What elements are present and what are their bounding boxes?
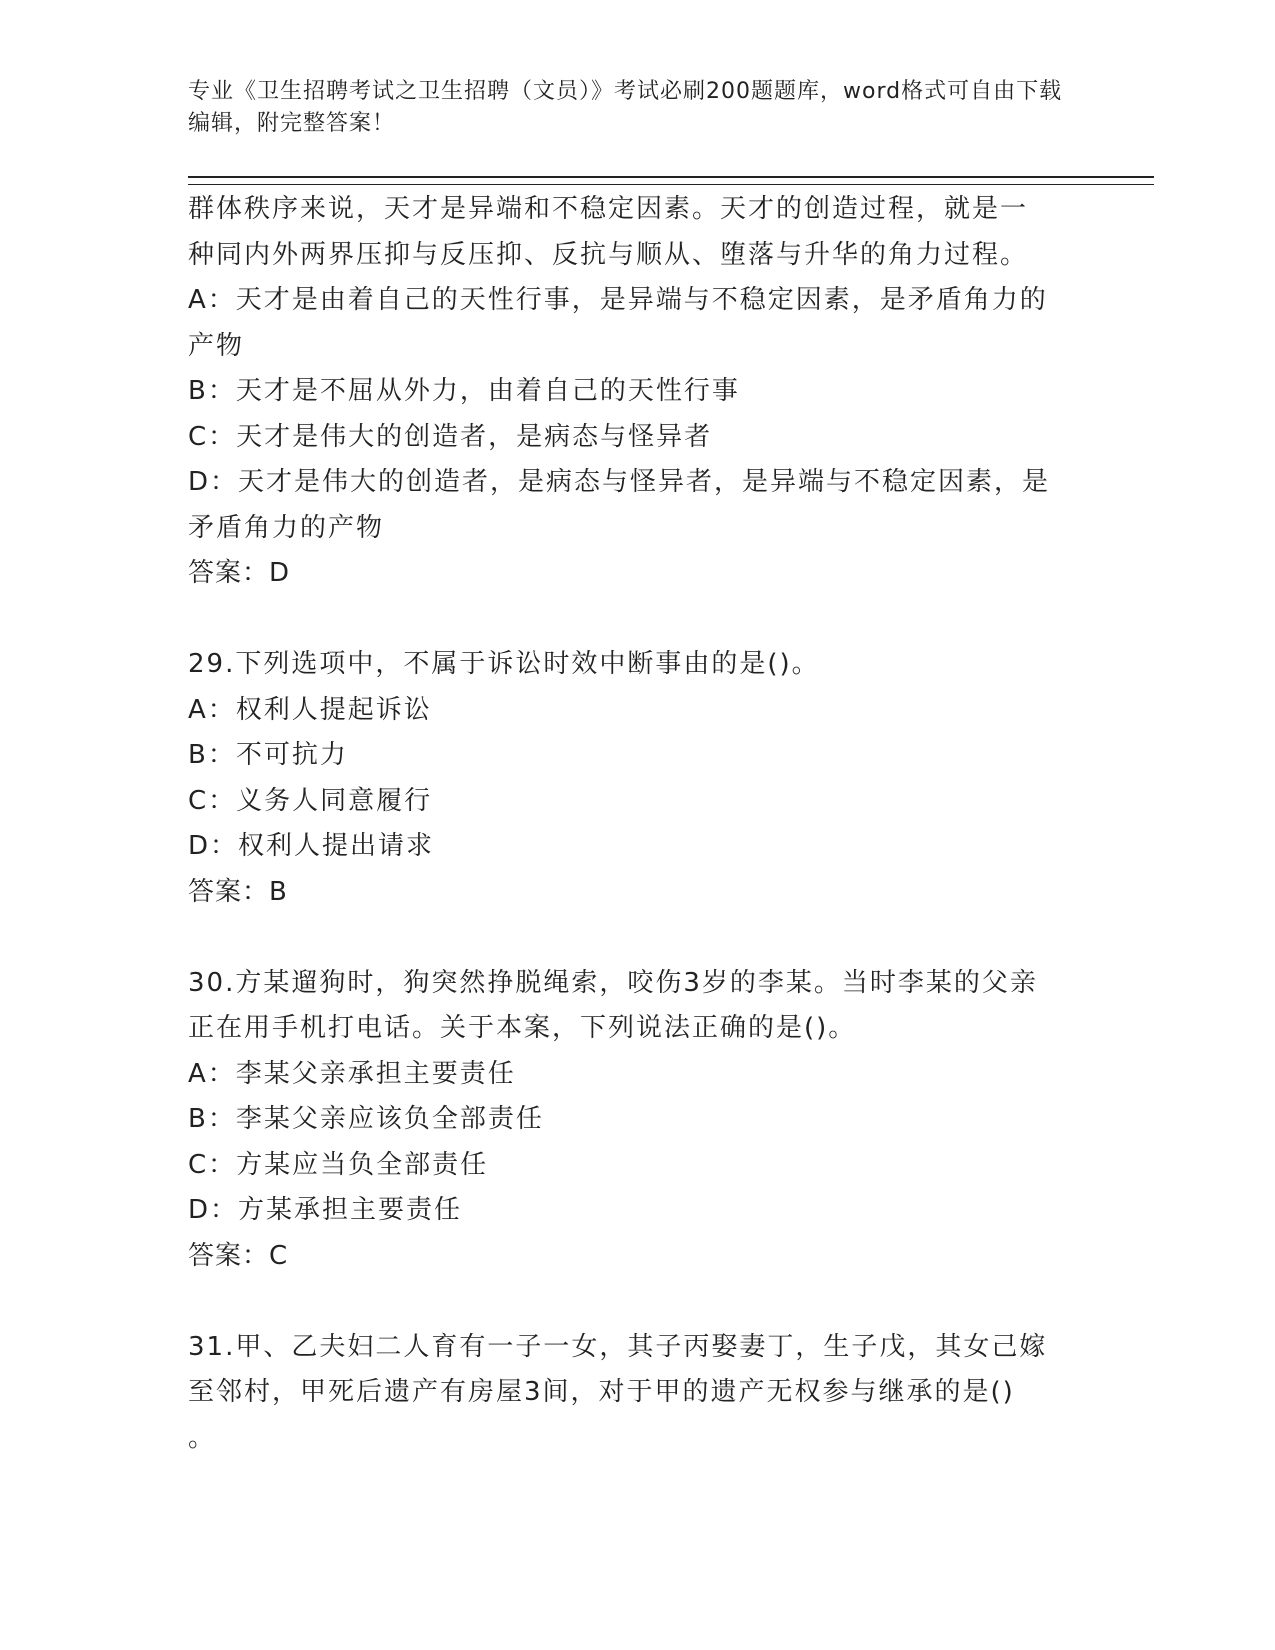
option-d: D：方某承担主要责任 (188, 1195, 463, 1225)
spacer (188, 915, 1088, 961)
question-stem-line: 至邻村，甲死后遗产有房屋3间，对于甲的遗产无权参与继承的是() (188, 1377, 1015, 1407)
option-c: C：义务人同意履行 (188, 785, 433, 816)
option-b: B：天才是不屈从外力，由着自己的天性行事 (188, 376, 740, 406)
option-c: C：天才是伟大的创造者，是病态与怪异者 (188, 421, 713, 452)
header-double-rule (188, 176, 1154, 185)
question-stem: 29.下列选项中，不属于诉讼时效中断事由的是()。 (188, 649, 820, 679)
question-stem-line: 30.方某遛狗时，狗突然挣脱绳索，咬伤3岁的李某。当时李某的父亲 (188, 967, 1038, 998)
question-30 (188, 961, 1088, 1280)
option-d: D：权利人提出请求 (188, 831, 435, 861)
option-d: D：天才是伟大的创造者，是病态与怪异者，是异端与不稳定因素，是 (188, 467, 1051, 497)
option-d-continuation: 矛盾角力的产物 (188, 512, 385, 543)
question-28 (188, 187, 1088, 597)
answer-line: 答案：D (188, 558, 291, 588)
option-c: C：方某应当负全部责任 (188, 1149, 489, 1180)
question-stem-line: 31.甲、乙夫妇二人育有一子一女，其子丙娶妻丁，生子戊，其女己嫁 (188, 1331, 1048, 1362)
option-b: B：李某父亲应该负全部责任 (188, 1104, 544, 1134)
document-header (188, 76, 1068, 140)
question-list (188, 187, 1088, 1461)
question-stem-line: 群体秩序来说，天才是异端和不稳定因素。天才的创造过程，就是一 (188, 194, 1029, 224)
answer-line: 答案：B (188, 876, 288, 907)
spacer (188, 1279, 1088, 1325)
question-31 (188, 1325, 1088, 1462)
spacer (188, 597, 1088, 643)
header-title: 专业《卫生招聘考试之卫生招聘（文员）》考试必刷200题题库，word格式可自由下载编辑，附完整答案！ (188, 79, 1063, 136)
option-a-continuation: 产物 (188, 330, 245, 361)
answer-line: 答案：C (188, 1240, 289, 1271)
question-stem-line: 正在用手机打电话。关于本案，下列说法正确的是()。 (188, 1013, 857, 1043)
question-29 (188, 642, 1088, 915)
question-stem-line: 种同内外两界压抑与反压抑、反抗与顺从、堕落与升华的角力过程。 (188, 239, 1029, 270)
option-a: A：天才是由着自己的天性行事，是异端与不稳定因素，是矛盾角力的 (188, 285, 1048, 315)
option-b: B：不可抗力 (188, 740, 348, 770)
option-a: A：权利人提起诉讼 (188, 694, 432, 725)
question-stem-line: 。 (188, 1422, 217, 1453)
option-a: A：李某父亲承担主要责任 (188, 1058, 516, 1089)
